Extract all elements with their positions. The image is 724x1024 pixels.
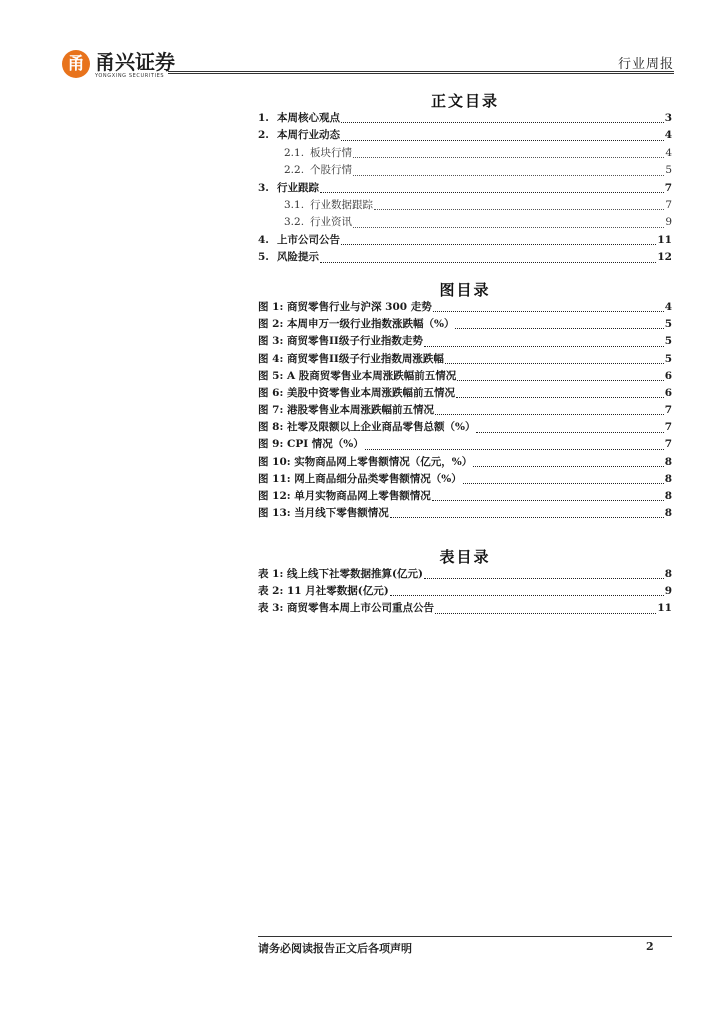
dot-leader [457,379,663,381]
list-entry[interactable] [258,454,672,471]
toc-entry-label: 图 13: 当月线下零售额情况 [258,507,389,520]
toc-entry[interactable] [258,197,672,214]
toc-entry-number: 1. [258,111,269,124]
dot-leader [463,482,664,484]
list-entry[interactable] [258,505,672,522]
toc-entry-label: 本周核心观点 [276,111,340,124]
dot-leader [435,612,656,614]
toc-entry-label: 表 1: 线上线下社零数据推算(亿元) [258,567,423,580]
toc-entry-page: 8 [664,490,672,503]
page-number: 2 [646,940,654,953]
toc-entry[interactable] [258,180,672,197]
toc-entry-page: 8 [664,472,672,485]
report-type-label: 行业周报 [617,57,674,72]
toc-entry-label: 图 4: 商贸零售II级子行业指数周涨跌幅 [258,352,444,365]
toc-entry-label: 图 9: CPI 情况（%） [258,438,364,451]
header-divider [168,71,674,72]
toc-entry-page: 7 [665,198,672,211]
list-entry[interactable] [258,402,672,419]
toc-entry-page: 8 [664,455,672,468]
toc-entry-page: 5 [664,318,672,331]
dot-leader [476,431,663,433]
toc-entry[interactable] [258,145,672,162]
dot-leader [390,516,664,518]
toc-entry-page: 9 [665,216,672,229]
dot-leader [424,577,664,579]
toc-entry-label: 图 11: 网上商品细分品类零售额情况（%） [258,472,462,485]
dot-leader [445,362,664,364]
toc-entry-label: 行业数据跟踪 [310,198,374,211]
toc-entry-page: 3 [664,111,672,124]
tables-list [258,566,672,618]
toc-entry-number: 2.1. [284,146,305,159]
list-entry[interactable] [258,488,672,505]
toc-entry-label: 图 8: 社零及限额以上企业商品零售总额（%） [258,421,476,434]
page-header [62,48,674,78]
toc-entry-number: 2. [258,129,269,142]
toc-entry-label: 行业跟踪 [276,181,319,194]
toc-entry[interactable] [258,110,672,127]
toc-entry-number: 3. [258,181,269,194]
footer-divider [258,936,672,937]
toc-entry-number: 3.1. [284,198,305,211]
toc-entry-page: 8 [664,567,672,580]
toc-entry-page: 5 [665,164,672,177]
toc-entry-page: 7 [664,421,672,434]
toc-entry-page: 11 [657,233,672,246]
toc-entry-page: 12 [657,251,672,264]
dot-leader [433,310,664,312]
toc-entry-label: 图 3: 商贸零售II级子行业指数走势 [258,335,423,348]
dot-leader [341,139,664,141]
toc-entry-page: 4 [665,146,672,159]
toc-entry[interactable] [258,214,672,231]
toc-entry-number: 3.2. [284,216,305,229]
list-entry[interactable] [258,566,672,583]
toc-entry-label: 板块行情 [310,146,353,159]
footer-disclaimer: 请务必阅读报告正文后各项声明 [258,942,412,955]
dot-leader [353,156,664,158]
toc-entry-number: 5. [258,251,269,264]
list-entry[interactable] [258,385,672,402]
toc-entry-label: 上市公司公告 [276,233,340,246]
dot-leader [341,243,656,245]
dot-leader [455,327,663,329]
company-logo [62,50,192,82]
list-entry[interactable] [258,419,672,436]
toc-entry-page: 6 [664,369,672,382]
dot-leader [320,261,656,263]
toc-entry-page: 7 [664,404,672,417]
dot-leader [473,465,663,467]
dot-leader [374,208,664,210]
dot-leader [432,499,664,501]
logo-icon: 甬 [62,50,90,78]
dot-leader [365,448,664,450]
toc-entry-label: 本周行业动态 [276,129,340,142]
toc-entry-page: 8 [664,507,672,520]
list-entry[interactable] [258,299,672,316]
toc-entry-label: 图 5: A 股商贸零售业本周涨跌幅前五情况 [258,369,457,382]
toc-entry-page: 5 [664,335,672,348]
list-entry[interactable] [258,333,672,350]
dot-leader [456,396,664,398]
dot-leader [435,413,664,415]
dot-leader [390,594,664,596]
toc-entry-label: 风险提示 [276,251,319,264]
toc-entry[interactable] [258,232,672,249]
toc-entry[interactable] [258,127,672,144]
list-entry[interactable] [258,600,672,617]
toc-entry-label: 个股行情 [310,164,353,177]
toc-entry-page: 4 [664,129,672,142]
dot-leader [353,174,664,176]
toc-entry-number: 2.2. [284,164,305,177]
toc-entry-page: 5 [664,352,672,365]
dot-leader [320,191,664,193]
toc-entry-page: 9 [664,585,672,598]
toc-entry[interactable] [258,249,672,266]
toc-entry-number: 4. [258,233,269,246]
logo-chinese-name: 甬兴证券 [95,50,175,74]
toc-entry-label: 图 2: 本周申万一级行业指数涨跌幅（%） [258,318,455,331]
toc-entry-label: 行业资讯 [310,216,353,229]
toc-entry-label: 图 1: 商贸零售行业与沪深 300 走势 [258,300,432,313]
list-entry[interactable] [258,437,672,454]
toc-entry-page: 6 [664,386,672,399]
header-divider-secondary [168,73,674,74]
dot-leader [341,121,664,123]
list-entry[interactable] [258,351,672,368]
figures-title: 图目录 [439,281,491,299]
toc-entry-label: 图 7: 港股零售业本周涨跌幅前五情况 [258,404,434,417]
list-entry[interactable] [258,368,672,385]
list-entry[interactable] [258,316,672,333]
toc-entry-label: 图 10: 实物商品网上零售额情况（亿元，%） [258,455,473,468]
logo-english-name: YONGXING SECURITIES [95,73,165,79]
toc-entry-label: 表 3: 商贸零售本周上市公司重点公告 [258,602,434,615]
toc-entry-page: 7 [664,438,672,451]
toc-entry-page: 7 [664,181,672,194]
list-entry[interactable] [258,471,672,488]
contents-list [258,110,672,267]
dot-leader [424,345,664,347]
toc-entry-page: 11 [657,602,672,615]
contents-title: 正文目录 [430,92,499,110]
toc-entry-page: 4 [664,300,672,313]
toc-entry-label: 图 12: 单月实物商品网上零售额情况 [258,490,431,503]
toc-entry-label: 图 6: 美股中资零售业本周涨跌幅前五情况 [258,386,455,399]
dot-leader [353,226,664,228]
toc-entry[interactable] [258,162,672,179]
toc-entry-label: 表 2: 11 月社零数据(亿元) [258,585,389,598]
list-entry[interactable] [258,583,672,600]
tables-title: 表目录 [439,548,491,566]
figures-list [258,299,672,522]
